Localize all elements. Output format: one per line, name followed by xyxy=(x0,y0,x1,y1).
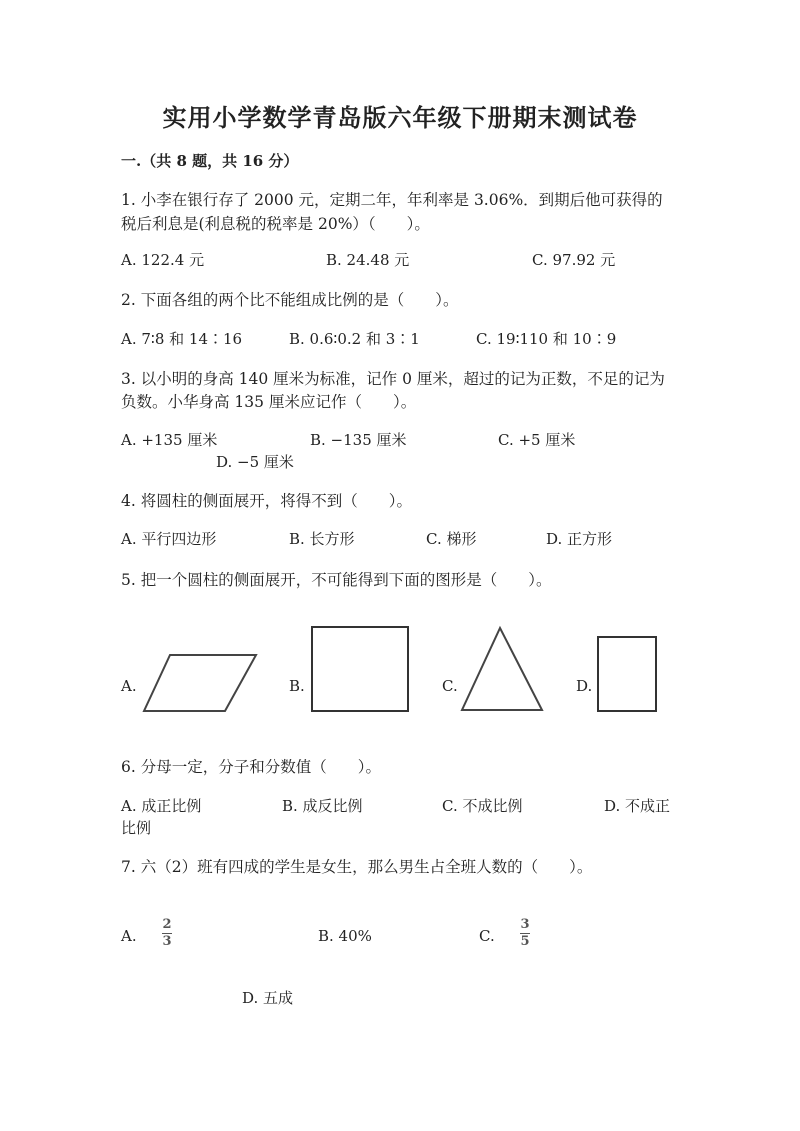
question-4-line-1: 4. 将圆柱的侧面展开，将得不到（ ）。 xyxy=(121,492,412,510)
question-5-option-d: D. xyxy=(576,677,593,695)
question-6-line-1: 6. 分母一定，分子和分数值（ ）。 xyxy=(121,758,381,776)
question-6-option-b: B. 成反比例 xyxy=(282,797,363,815)
page-title: 实用小学数学青岛版六年级下册期末测试卷 xyxy=(162,103,638,132)
question-6-option-d-wrap: 比例 xyxy=(121,819,152,837)
question-1-option-c: C. 97.92 元 xyxy=(532,251,616,269)
question-5-line-1: 5. 把一个圆柱的侧面展开，不可能得到下面的图形是（ ）。 xyxy=(121,571,552,589)
fraction-two-thirds xyxy=(162,918,172,949)
question-3-option-a: A. +135 厘米 xyxy=(121,431,218,449)
question-4-option-a: A. 平行四边形 xyxy=(121,530,217,548)
question-7-line-1: 7. 六（2）班有四成的学生是女生，那么男生占全班人数的（ ）。 xyxy=(121,858,593,876)
question-6-option-c: C. 不成比例 xyxy=(442,797,523,815)
question-5-option-b: B. xyxy=(289,677,305,695)
section-heading: 一.（共 8 题，共 16 分） xyxy=(121,152,299,170)
question-4-option-d: D. 正方形 xyxy=(546,530,613,548)
question-7-option-a: A. xyxy=(121,927,137,945)
question-1-option-a: A. 122.4 元 xyxy=(121,251,205,269)
parallelogram-figure xyxy=(138,650,262,716)
question-2-option-c: C. 19∶110 和 10∶9 xyxy=(476,330,617,348)
fraction-numerator: 3 xyxy=(520,917,530,932)
fraction-denominator: 3 xyxy=(162,934,172,949)
question-1-line-2: 税后利息是(利息税的税率是 20%）（ ）。 xyxy=(121,215,430,233)
question-7-option-c: C. xyxy=(479,927,495,945)
question-6-option-a: A. 成正比例 xyxy=(121,797,202,815)
square-figure xyxy=(309,624,413,714)
fraction-denominator: 5 xyxy=(520,934,530,949)
triangle-figure xyxy=(458,624,546,714)
question-5-option-a: A. xyxy=(121,677,137,695)
question-1-option-b: B. 24.48 元 xyxy=(326,251,410,269)
fraction-three-fifths xyxy=(520,918,530,949)
rectangle-figure xyxy=(595,634,659,714)
question-4-option-c: C. 梯形 xyxy=(426,530,477,548)
question-3-line-2: 负数。小华身高 135 厘米应记作（ ）。 xyxy=(121,393,417,411)
question-2-line-1: 2. 下面各组的两个比不能组成比例的是（ ）。 xyxy=(121,291,459,309)
fraction-numerator: 2 xyxy=(162,917,172,932)
question-7-option-b: B. 40% xyxy=(318,927,372,945)
question-3-option-b: B. −135 厘米 xyxy=(310,431,407,449)
question-4-option-b: B. 长方形 xyxy=(289,530,355,548)
question-5-option-c: C. xyxy=(442,677,458,695)
question-3-option-d: D. −5 厘米 xyxy=(216,453,294,471)
question-3-option-c: C. +5 厘米 xyxy=(498,431,576,449)
question-6-option-d: D. 不成正 xyxy=(604,797,671,815)
question-7-option-d: D. 五成 xyxy=(242,989,294,1007)
question-3-line-1: 3. 以小明的身高 140 厘米为标准，记作 0 厘米，超过的记为正数，不足的记为 xyxy=(121,370,665,388)
question-2-option-a: A. 7∶8 和 14∶16 xyxy=(121,330,243,348)
question-2-option-b: B. 0.6∶0.2 和 3∶1 xyxy=(289,330,420,348)
question-1-line-1: 1. 小李在银行存了 2000 元，定期二年，年利率是 3.06%．到期后他可获得的 xyxy=(121,191,663,209)
